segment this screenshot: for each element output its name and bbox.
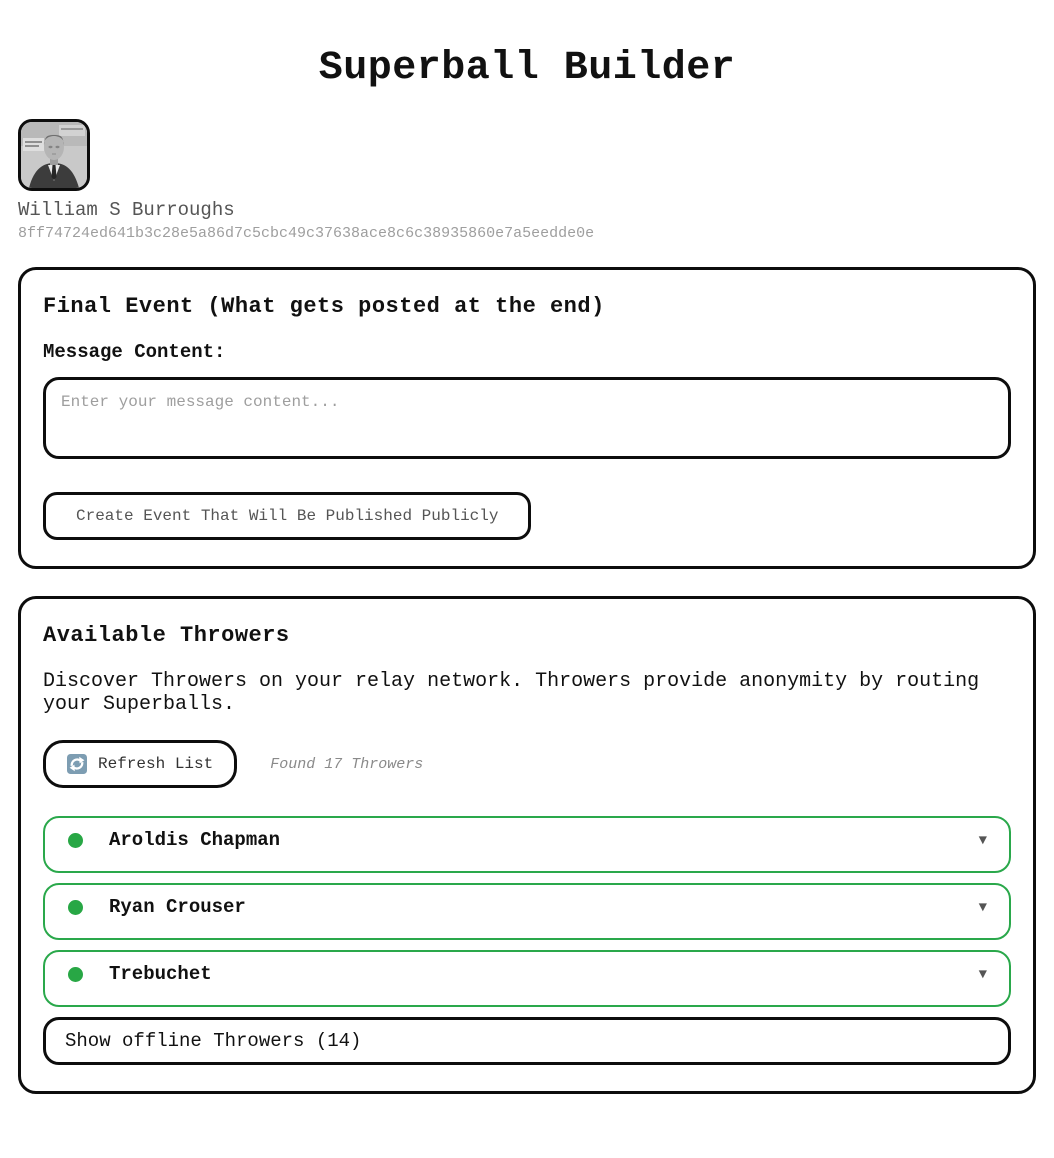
chevron-down-icon: ▼ [978,967,987,983]
available-throwers-heading: Available Throwers [43,623,290,648]
thrower-row-ryan-crouser[interactable] [43,883,1011,940]
superball-builder-page [0,46,1054,1158]
message-content-input[interactable] [43,377,1011,459]
page-title: Superball Builder [318,46,736,91]
message-content-label: Message Content: [43,341,226,363]
online-status-dot [68,967,83,982]
online-status-dot [68,833,83,848]
create-event-button[interactable]: Create Event That Will Be Published Publicly [43,492,531,540]
final-event-heading: Final Event (What gets posted at the end) [43,294,605,319]
thrower-row-aroldis-chapman[interactable] [43,816,1011,873]
refresh-list-button[interactable] [43,740,237,788]
available-throwers-card [18,596,1036,1094]
thrower-name: Ryan Crouser [109,896,246,918]
chevron-down-icon: ▼ [978,900,987,916]
final-event-card [18,267,1036,569]
show-offline-throwers-button[interactable]: Show offline Throwers (14) [43,1017,1011,1065]
avatar [18,119,90,191]
thrower-name: Trebuchet [109,963,212,985]
avatar-portrait-image [21,122,87,188]
profile-pubkey: 8ff74724ed641b3c28e5a86d7c5cbc49c37638ace8c6c38935860e7a5eedde0e [18,225,595,242]
refresh-icon [67,754,87,774]
profile-section [18,119,1036,242]
thrower-row-trebuchet[interactable] [43,950,1011,1007]
refresh-row [43,740,1011,788]
throwers-found-status: Found 17 Throwers [270,755,424,773]
throwers-description: Discover Throwers on your relay network. Throwers provide anonymity by routing your Superballs. [43,670,980,716]
online-status-dot [68,900,83,915]
refresh-list-label: Refresh List [98,755,214,773]
thrower-name: Aroldis Chapman [109,829,281,851]
profile-name: William S Burroughs [18,199,235,221]
chevron-down-icon: ▼ [978,833,987,849]
